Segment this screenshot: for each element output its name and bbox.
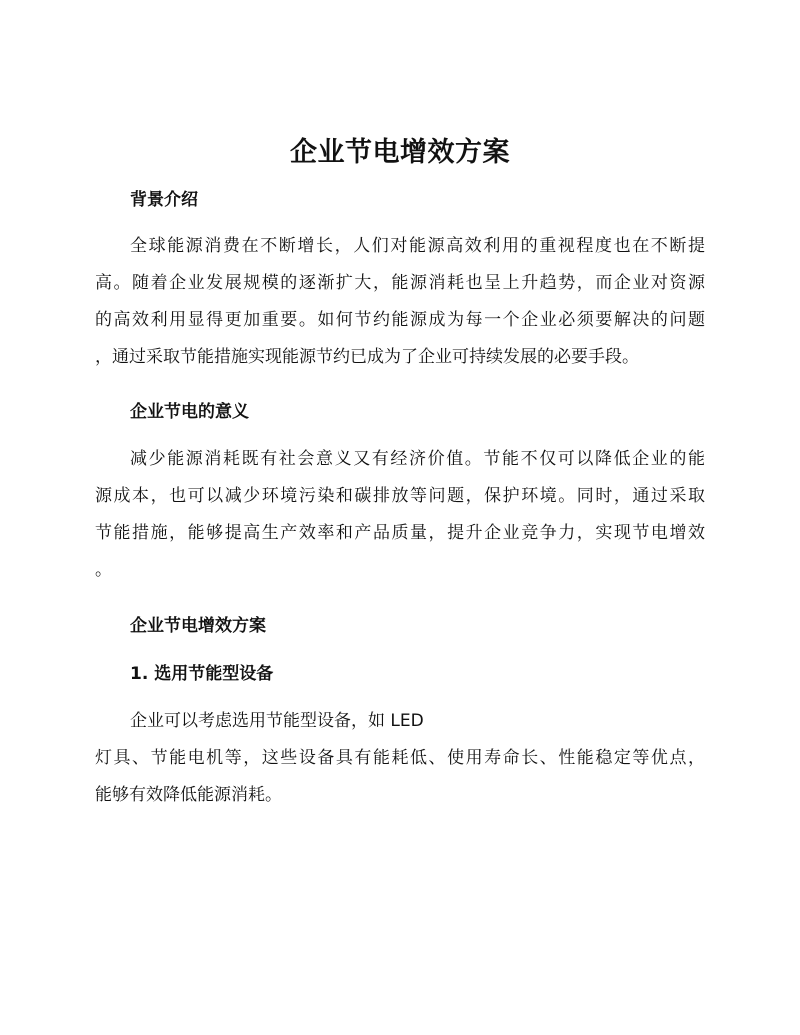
paragraph-line: 源成本，也可以减少环境污染和碳排放等问题，保护环境。同时，通过采取 <box>95 486 705 506</box>
section-heading-significance: 企业节电的意义 <box>130 402 249 422</box>
paragraph-line: 企业可以考虑选用节能型设备，如 LED <box>130 711 424 731</box>
paragraph-line: 。 <box>95 560 112 580</box>
paragraph-line: 的高效利用显得更加重要。如何节约能源成为每一个企业必须要解决的问题 <box>95 310 705 330</box>
paragraph-equipment <box>95 703 705 814</box>
paragraph-line: 灯具、节能电机等，这些设备具有能耗低、使用寿命长、性能稳定等优点， <box>95 748 705 768</box>
section-heading-equipment: 1. 选用节能型设备 <box>130 664 274 684</box>
paragraph-line: 减少能源消耗既有社会意义又有经济价值。节能不仅可以降低企业的能 <box>130 449 705 469</box>
paragraph-line: 高。随着企业发展规模的逐渐扩大，能源消耗也呈上升趋势，而企业对资源 <box>95 273 705 293</box>
section-heading-background: 背景介绍 <box>130 190 198 210</box>
paragraph-line: ，通过采取节能措施实现能源节约已成为了企业可持续发展的必要手段。 <box>95 347 639 367</box>
paragraph-background <box>95 228 705 376</box>
paragraph-line: 全球能源消费在不断增长，人们对能源高效利用的重视程度也在不断提 <box>130 236 705 256</box>
document-title: 企业节电增效方案 <box>290 137 510 168</box>
paragraph-significance <box>95 441 705 589</box>
paragraph-line: 能够有效降低能源消耗。 <box>95 785 282 805</box>
section-heading-plan: 企业节电增效方案 <box>130 616 266 636</box>
paragraph-line: 节能措施，能够提高生产效率和产品质量，提升企业竞争力，实现节电增效 <box>95 523 705 543</box>
